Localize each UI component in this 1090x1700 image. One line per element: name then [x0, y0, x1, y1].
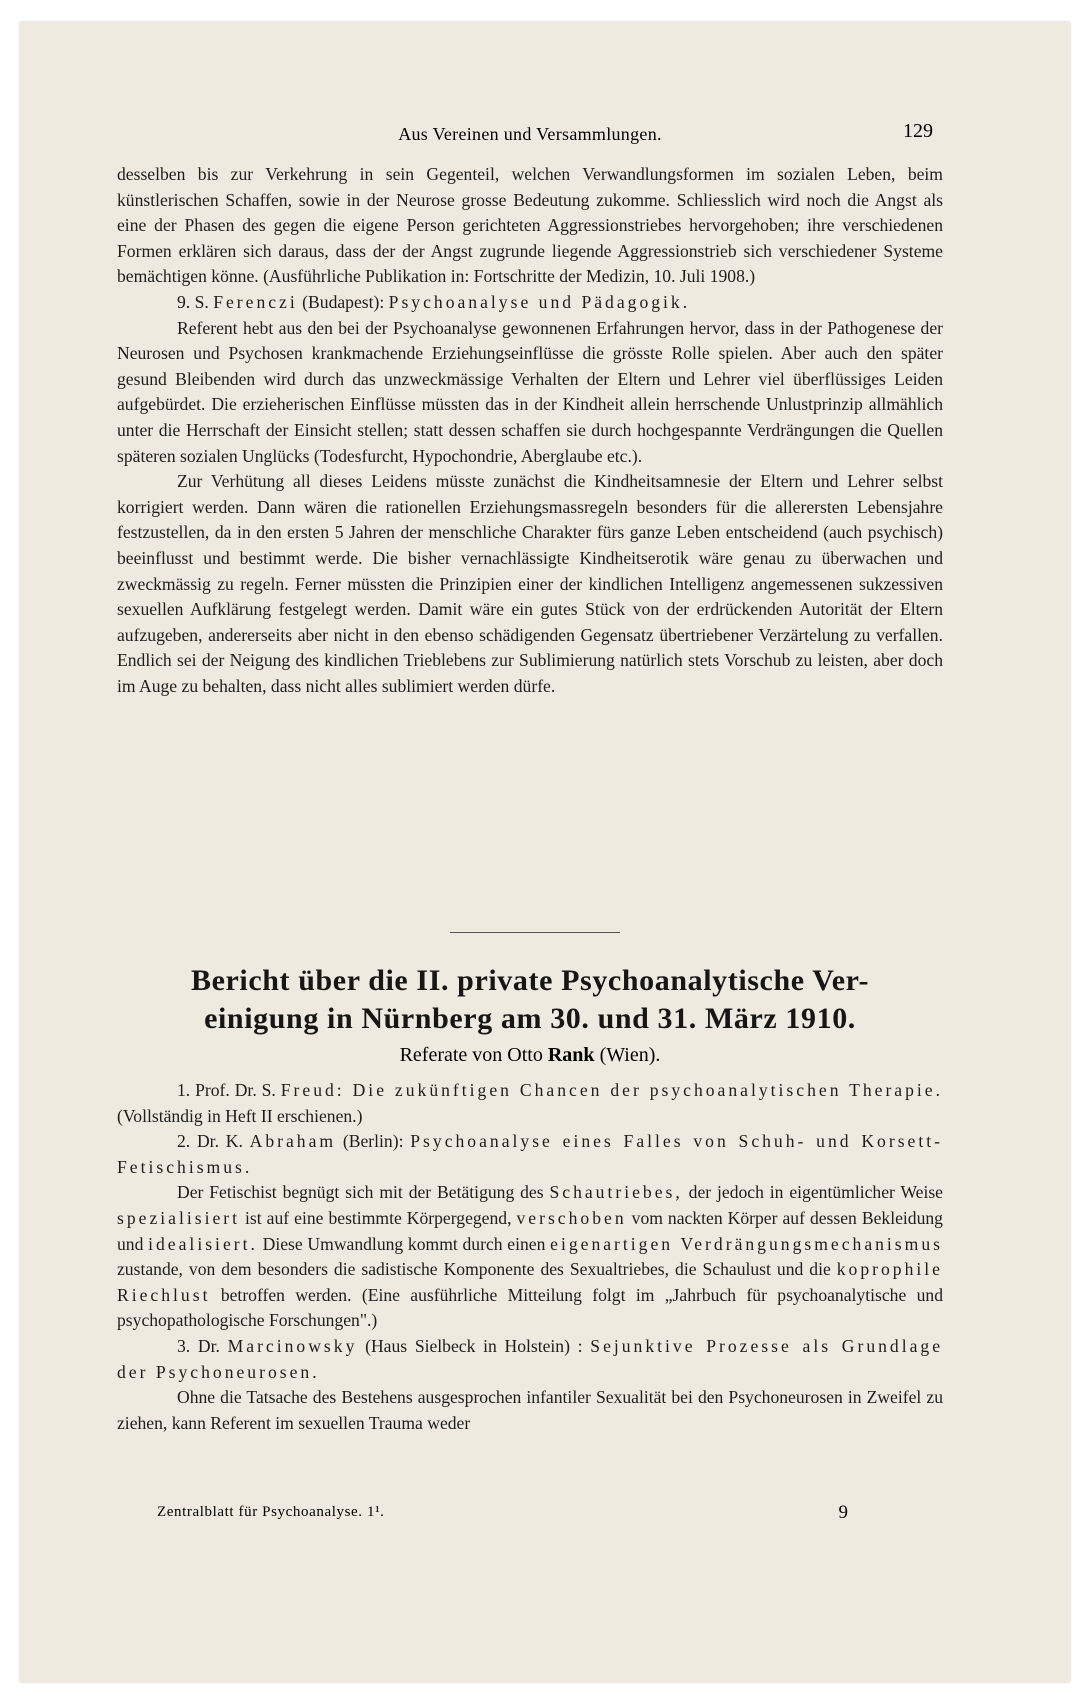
item-9-author: Ferenczi: [213, 291, 298, 312]
item-2: [117, 1129, 943, 1180]
item-3-author: Marcinowsky: [227, 1335, 358, 1356]
section-2-body: [117, 1078, 943, 1436]
section-heading: [117, 962, 943, 1038]
journal-signature: Zentralblatt für Psychoanalyse. 1¹.: [157, 1504, 385, 1520]
emphasis: eigenartigen Verdrängungsmechanismus: [550, 1233, 943, 1254]
text-run: Diese Umwandlung kommt durch einen: [262, 1233, 546, 1254]
byline-name: Rank: [547, 1044, 595, 1066]
item-2-author: Abraham: [249, 1131, 337, 1152]
section-1-body: [117, 162, 943, 699]
emphasis: verschoben: [516, 1207, 627, 1228]
item-2-title: Psychoanalyse eines Falles von Schuh- und Korsett-Fetischismus.: [117, 1131, 943, 1177]
item-9-city: (Budapest):: [302, 291, 385, 312]
text-run: vom nackten Körper auf dessen Bekleidung und: [117, 1207, 943, 1254]
running-title: Aus Vereinen und Versammlungen.: [398, 124, 662, 144]
paragraph: [117, 1180, 943, 1334]
byline-prefix: Referate von Otto: [399, 1044, 543, 1066]
heading-line-1: Bericht über die II. private Psychoanalytische Ver-: [190, 964, 870, 997]
text-run: betroffen werden. (Eine ausführliche Mitteilung folgt im „Jahrbuch für psychoanalytische und psychopathologische Forschungen".): [117, 1284, 943, 1331]
sheet-signature: 9: [838, 1502, 848, 1523]
item-3-prefix: 3. Dr.: [177, 1335, 220, 1356]
text-run: der jedoch in eigentümlicher Weise: [688, 1182, 943, 1203]
paragraph: Ohne die Tatsache des Bestehens ausgesprochen infantiler Sexualität bei den Psychoneurosen in Zweifel zu ziehen, kann Referent im sexuellen Trauma weder: [117, 1387, 943, 1433]
page-number: 129: [903, 120, 933, 142]
item-3: [117, 1334, 943, 1385]
heading-line-2: einigung in Nürnberg am 30. und 31. März 1910.: [204, 1002, 856, 1035]
item-9-heading: [117, 290, 943, 316]
page-footer: [117, 1504, 943, 1534]
emphasis: Schautriebes,: [549, 1182, 683, 1203]
item-9-number: 9. S.: [177, 291, 209, 312]
item-9-title: Psychoanalyse und Pädagogik.: [388, 291, 691, 312]
emphasis: idealisiert.: [148, 1233, 258, 1254]
text-run: Der Fetischist begnügt sich mit der Betätigung des: [177, 1182, 544, 1203]
item-3-title: Sejunktive Prozesse als Grundlage der Psychoneurosen.: [117, 1335, 944, 1382]
paragraph: Referent hebt aus den bei der Psychoanalyse gewonnenen Erfahrungen hervor, dass in der Pathogenese der Neurosen und Psychosen krankmachende Erziehungseinflüsse die grösste Rolle spielen. Aber auch den später gesund Bleibenden wird durch das unzweckmässige Verhalten der Eltern und Lehrer viel überflüssiges Leiden aufgebürdet. Die erzieherischen Einflüsse müssten das in der Kindheit allein herrschende Unlustprinzip allmählich unter die Herrschaft der Einsicht stellen; statt dessen schaffen sie durch hochgespannte Verdrängungen die Quellen späteren sozialen Unglücks (Todesfurcht, Hypochondrie, Aberglaube etc.).: [117, 317, 943, 466]
section-divider: [450, 932, 620, 933]
item-1-title: Freud: Die zukünftigen Chancen der psychoanalytischen Therapie.: [280, 1080, 944, 1100]
byline: [117, 1044, 943, 1067]
item-1: [117, 1078, 943, 1129]
item-1-prefix: 1. Prof. Dr. S.: [177, 1080, 276, 1100]
byline-suffix: (Wien).: [599, 1044, 661, 1066]
running-header: [117, 120, 943, 154]
emphasis: spezialisiert: [117, 1207, 241, 1228]
text-run: zustande, von dem besonders die sadistische Komponente des Sexualtriebes, die Schaulust und die: [117, 1259, 831, 1280]
item-3-city: (Haus Sielbeck in Holstein) :: [365, 1335, 583, 1356]
paragraph-continued: desselben bis zur Verkehrung in sein Gegenteil, welchen Verwandlungsformen im sozialen Leben, beim künstlerischen Schaffen, sowie in der Neurose grosse Bedeutung zukomme. Schliesslich wird noch die Angst als eine der Phasen des gegen die eigene Person gerichteten Aggressionstriebes hervorgehoben; ihre verschiedenen Formen erklären sich daraus, dass der der Angst zugrunde liegende Aggressionstrieb sich verschiedener Systeme bemächtigen könne. (Ausführliche Publikation in: Fortschritte der Medizin, 10. Juli 1908.): [117, 164, 943, 287]
item-2-city: (Berlin):: [342, 1131, 404, 1152]
text-run: ist auf eine bestimmte Körpergegend,: [245, 1207, 512, 1228]
item-2-prefix: 2. Dr. K.: [177, 1131, 243, 1152]
item-1-note: (Vollständig in Heft II erschienen.): [117, 1105, 363, 1126]
emphasis: koprophile Riechlust: [117, 1259, 943, 1305]
paragraph: Zur Verhütung all dieses Leidens müsste zunächst die Kindheitsamnesie der Eltern und Lehrer selbst korrigiert werden. Dann wären die rationellen Erziehungsmassregeln besonders für die allerersten Lebensjahre festzustellen, da in den ersten 5 Jahren der menschliche Charakter fürs ganze Leben entscheidend (auch psychisch) beeinflusst und bestimmt werde. Die bisher vernachlässigte Kindheitserotik wäre genau zu überwachen und zweckmässig zu regeln. Ferner müssten die Prinzipien einer der kindlichen Intelligenz angemessenen sukzessiven sexuellen Aufklärung festgelegt werden. Damit wäre ein gutes Stück von der erdrückenden Autorität der Eltern aufzugeben, andererseits aber nicht in den ebenso schädigenden Gegensatz übertriebener Verzärtelung zu verfallen. Endlich sei der Neigung des kindlichen Trieblebens zur Sublimierung natürlich stets Vorschub zu leisten, aber doch im Auge zu behalten, dass nicht alles sublimiert werden dürfe.: [117, 471, 943, 696]
